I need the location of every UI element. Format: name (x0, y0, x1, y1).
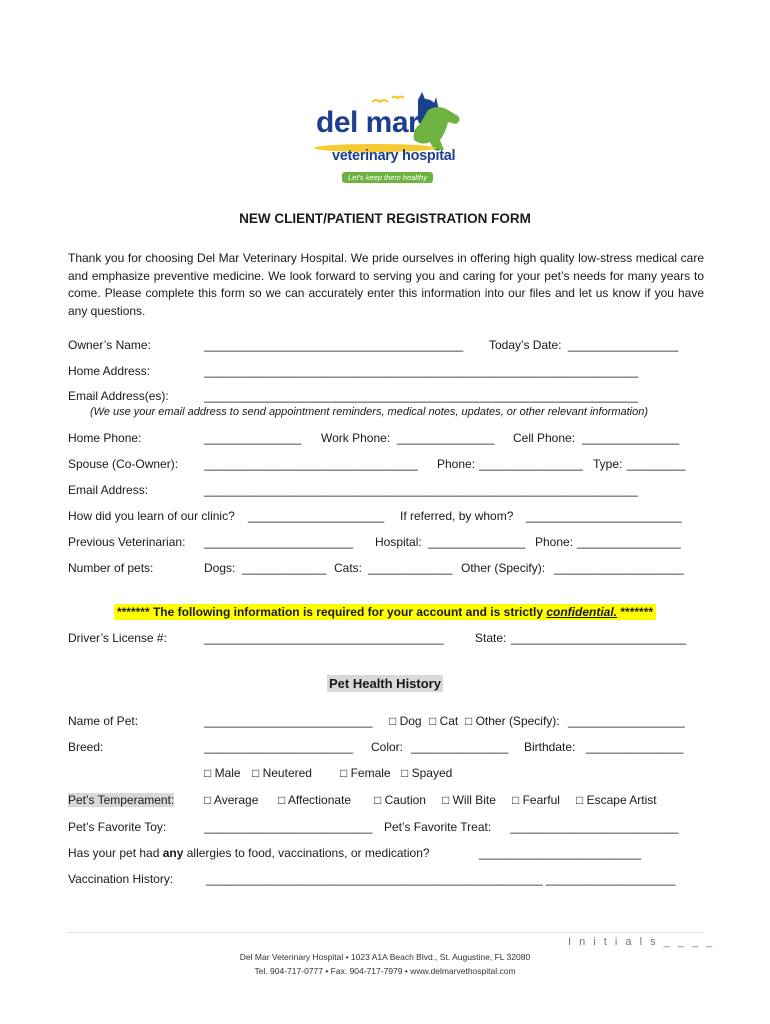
cat-option-label: Cat (439, 714, 459, 728)
state-label: State: (475, 631, 507, 645)
footer-divider (68, 932, 704, 933)
pet-name-label: Name of Pet: (68, 714, 139, 728)
cell-phone-label: Cell Phone: (513, 431, 576, 445)
cats-label: Cats: (334, 561, 363, 575)
dog-option[interactable] (389, 714, 422, 728)
logo (310, 88, 470, 188)
female-option[interactable] (340, 766, 391, 780)
fearful-checkbox[interactable]: □ (512, 793, 520, 807)
allergies-question (68, 846, 430, 860)
escape-artist-checkbox[interactable]: □ (576, 793, 584, 807)
other-pets-field[interactable]: ____________________ (554, 561, 684, 575)
allergies-suffix: allergies to food, vaccinations, or medication? (183, 846, 430, 860)
temperament-label-text: Pet’s Temperament: (68, 793, 175, 807)
other-species-field[interactable]: __________________ (568, 714, 685, 728)
breed-field[interactable]: _______________________ (204, 740, 353, 754)
home-address-field[interactable]: ___________________________________________________________________ (204, 364, 638, 378)
prev-vet-phone-label: Phone: (535, 535, 574, 549)
temperament-will-bite[interactable] (442, 793, 496, 807)
color-field[interactable]: _______________ (411, 740, 509, 754)
favorite-treat-label: Pet’s Favorite Treat: (384, 820, 492, 834)
cat-checkbox[interactable]: □ (429, 714, 437, 728)
logo-name: del mar (316, 106, 420, 139)
allergies-prefix: Has your pet had (68, 846, 163, 860)
referred-by-field[interactable]: ________________________ (526, 509, 682, 523)
other-species-option[interactable] (465, 714, 560, 728)
caution-label: Caution (384, 793, 426, 807)
spouse-field[interactable]: _________________________________ (204, 457, 418, 471)
average-label: Average (213, 793, 259, 807)
home-phone-field[interactable]: _______________ (204, 431, 302, 445)
male-label: Male (214, 766, 241, 780)
temperament-affectionate[interactable] (278, 793, 351, 807)
neutered-label: Neutered (262, 766, 312, 780)
hospital-label: Hospital: (375, 535, 422, 549)
temperament-average[interactable] (204, 793, 258, 807)
other-pets-label: Other (Specify): (461, 561, 546, 575)
male-option[interactable] (204, 766, 241, 780)
footer-contact: Tel. 904-717-0777 • Fax. 904-717-7979 • www.delmarvethospital.com (254, 966, 516, 976)
vaccination-history-field[interactable]: ____________________________________________________ ____________________ (206, 872, 676, 886)
will-bite-checkbox[interactable]: □ (442, 793, 450, 807)
confidential-emphasis: confidential. (546, 605, 618, 619)
home-phone-label: Home Phone: (68, 431, 142, 445)
allergies-emphasis: any (162, 846, 184, 860)
allergies-field[interactable]: _________________________ (479, 846, 641, 860)
temperament-fearful[interactable] (512, 793, 560, 807)
cats-count-field[interactable]: _____________ (368, 561, 453, 575)
todays-date-label: Today’s Date: (489, 338, 562, 352)
confidential-highlight (114, 604, 656, 620)
todays-date-field[interactable]: _________________ (568, 338, 679, 352)
spayed-option[interactable] (401, 766, 452, 780)
email-address-label: Email Address: (68, 483, 149, 497)
affectionate-label: Affectionate (287, 793, 352, 807)
female-checkbox[interactable]: □ (340, 766, 348, 780)
cat-option[interactable] (429, 714, 458, 728)
logo-tagline: Let's keep them healthy (342, 172, 433, 183)
drivers-license-field[interactable]: _____________________________________ (204, 631, 444, 645)
male-checkbox[interactable]: □ (204, 766, 212, 780)
learn-of-clinic-field[interactable]: _____________________ (248, 509, 384, 523)
birthdate-field[interactable]: _______________ (586, 740, 684, 754)
average-checkbox[interactable]: □ (204, 793, 212, 807)
page-title: NEW CLIENT/PATIENT REGISTRATION FORM (239, 211, 531, 226)
neutered-checkbox[interactable]: □ (252, 766, 260, 780)
confidential-suffix: ******* (617, 605, 654, 619)
prev-vet-phone-field[interactable]: ________________ (577, 535, 681, 549)
temperament-label (68, 793, 174, 807)
favorite-toy-label: Pet’s Favorite Toy: (68, 820, 167, 834)
affectionate-checkbox[interactable]: □ (278, 793, 286, 807)
pet-health-history-title: Pet Health History (329, 676, 441, 691)
other-species-label: Other (Specify): (475, 714, 560, 728)
intro-paragraph: Thank you for choosing Del Mar Veterinary Hospital. We pride ourselves in offering high quality low-stress medical care and emphasize preventive medicine. We look forward to serving you and caring for your pet’s needs for many years to come. Please complete this form so we can accurately enter this information into our files and let us know if you have any questions. (68, 251, 704, 318)
spouse-phone-label: Phone: (437, 457, 476, 471)
breed-label: Breed: (68, 740, 104, 754)
owner-name-field[interactable]: ________________________________________ (204, 338, 463, 352)
birthdate-label: Birthdate: (524, 740, 576, 754)
pet-health-history-heading (0, 675, 770, 693)
fearful-label: Fearful (522, 793, 560, 807)
favorite-treat-field[interactable]: __________________________ (510, 820, 679, 834)
drivers-license-label: Driver’s License #: (68, 631, 167, 645)
email-addresses-label: Email Address(es): (68, 389, 169, 403)
favorite-toy-field[interactable]: __________________________ (204, 820, 373, 834)
phone-type-label: Type: (593, 457, 623, 471)
will-bite-label: Will Bite (452, 793, 496, 807)
learn-of-clinic-label: How did you learn of our clinic? (68, 509, 235, 523)
work-phone-field[interactable]: _______________ (397, 431, 495, 445)
confidential-text: ******* The following information is required for your account and is strictly (116, 605, 547, 619)
dogs-count-field[interactable]: _____________ (242, 561, 327, 575)
spouse-label: Spouse (Co-Owner): (68, 457, 179, 471)
email-note: (We use your email address to send appointment reminders, medical notes, updates, or other relevant information) (90, 406, 649, 418)
referred-by-label: If referred, by whom? (400, 509, 514, 523)
pet-name-field[interactable]: __________________________ (204, 714, 373, 728)
other-species-checkbox[interactable]: □ (465, 714, 473, 728)
vaccination-history-label: Vaccination History: (68, 872, 174, 886)
temperament-caution[interactable] (374, 793, 426, 807)
initials-field[interactable]: I n i t i a l s _ _ _ _ (568, 936, 715, 948)
spayed-label: Spayed (411, 766, 453, 780)
spayed-checkbox[interactable]: □ (401, 766, 409, 780)
email-address-field[interactable]: ___________________________________________________________________ (204, 483, 638, 497)
female-label: Female (350, 766, 391, 780)
spouse-phone-field[interactable]: ________________ (479, 457, 583, 471)
work-phone-label: Work Phone: (321, 431, 391, 445)
hospital-field[interactable]: _______________ (428, 535, 526, 549)
email-addresses-field[interactable]: ___________________________________________________________________ (204, 389, 638, 403)
neutered-option[interactable] (252, 766, 312, 780)
caution-checkbox[interactable]: □ (374, 793, 382, 807)
owner-name-label: Owner’s Name: (68, 338, 151, 352)
color-label: Color: (371, 740, 404, 754)
number-of-pets-label: Number of pets: (68, 561, 154, 575)
footer-address: Del Mar Veterinary Hospital • 1023 A1A Beach Blvd., St. Augustine, FL 32080 (239, 952, 531, 962)
escape-artist-label: Escape Artist (586, 793, 657, 807)
confidential-banner (0, 603, 770, 621)
phone-type-field[interactable]: _________ (627, 457, 686, 471)
state-field[interactable]: ___________________________ (511, 631, 686, 645)
home-address-label: Home Address: (68, 364, 151, 378)
dog-checkbox[interactable]: □ (389, 714, 397, 728)
previous-vet-field[interactable]: _______________________ (204, 535, 353, 549)
logo-subtitle: veterinary hospital (332, 148, 456, 164)
cell-phone-field[interactable]: _______________ (582, 431, 680, 445)
dog-option-label: Dog (399, 714, 422, 728)
temperament-escape-artist[interactable] (576, 793, 657, 807)
previous-vet-label: Previous Veterinarian: (68, 535, 186, 549)
dogs-label: Dogs: (204, 561, 236, 575)
